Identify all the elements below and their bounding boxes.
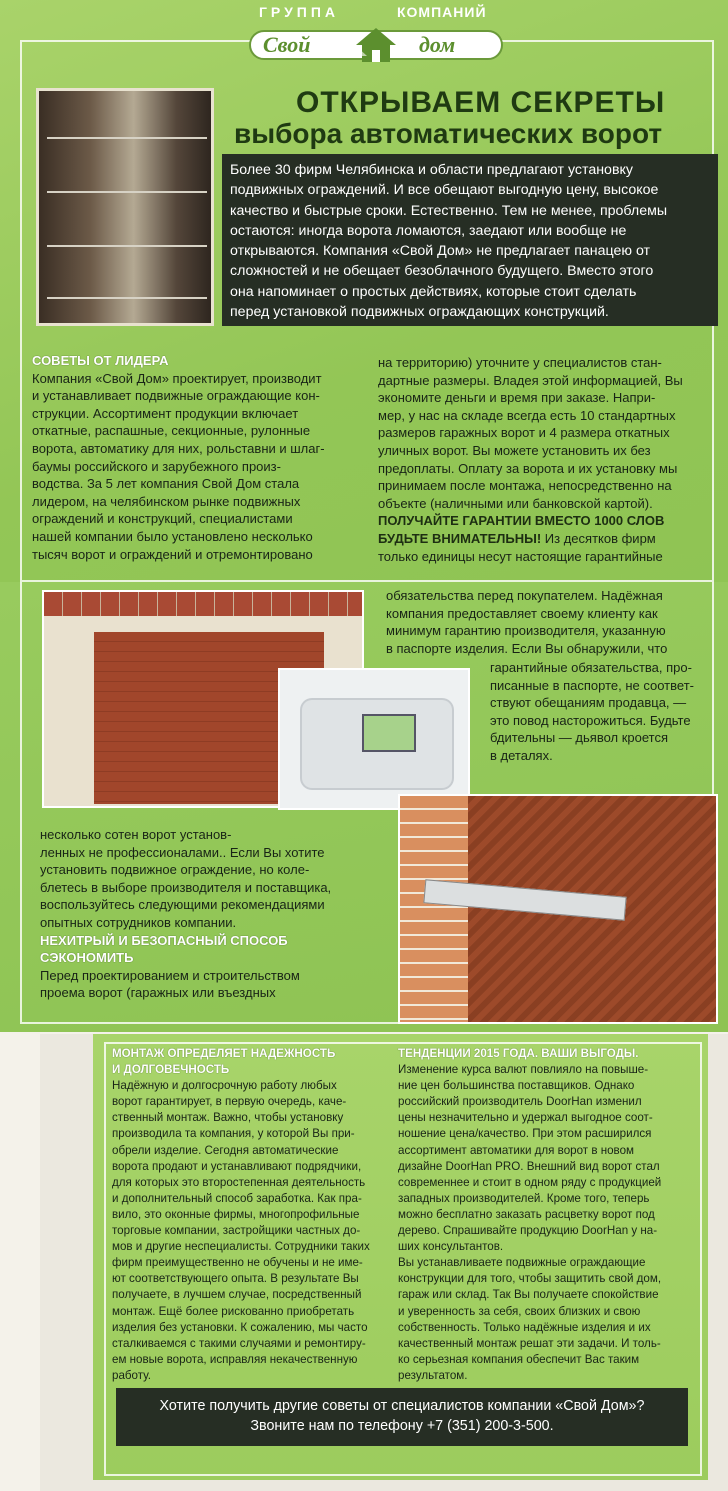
intro-line: она напоминает о простых действиях, которые стоит сделать [230,283,637,300]
house-icon [353,26,399,64]
text-line: ношение цена/качество. При этом расширился [398,1127,652,1141]
text-line: вило, это оконные фирмы, многопрофильные [112,1207,360,1221]
text-line: только единицы несут настоящие гарантийные [378,548,663,564]
text-line: Надёжную и долгосрочную работу любых [112,1079,337,1093]
companies-word: КОМПАНИЙ [397,4,487,20]
text-line: результатом. [398,1368,468,1382]
text-line: компания предоставляет своему клиенту как [386,605,658,621]
text-line: и устанавливает подвижные ограждающие кон- [32,388,320,404]
trends-heading: ТЕНДЕНЦИИ 2015 ГОДА. ВАШИ ВЫГОДЫ. [398,1047,639,1060]
intro-line: качество и быстрые сроки. Естественно. Тем не менее, проблемы [230,202,668,219]
text-line: для которых это второстепенная деятельность [112,1175,366,1189]
guarantee-heading: ПОЛУЧАЙТЕ ГАРАНТИИ ВМЕСТО 1000 СЛОВ [378,513,665,529]
text-line: водства. За 5 лет компания Свой Дом стала [32,476,300,492]
text-line: ем новые ворота, исправляя некачественную [112,1352,358,1366]
text-line: российский производитель DoorHan изменил [398,1095,642,1109]
intro-line: перед установкой подвижных ограждающих конструкций. [230,304,609,321]
intro-line: подвижных ограждений. И все обещают выгодную цену, высокое [230,182,659,199]
intro-line: остаются: иногда ворота ломаются, заедают или вообще не [230,222,627,239]
saving-heading-line2: СЭКОНОМИТЬ [40,950,134,966]
text-line: ворот гарантирует, в первую очередь, каче- [112,1095,347,1109]
text-line: минимум гарантию производителя, указанную [386,623,666,639]
logo-word-right: дом [419,32,456,57]
text-line: несколько сотен ворот установ- [40,827,232,842]
logo-word-left: Свой [263,32,311,57]
text-line: изделия без установки. К сожалению, мы часто [112,1320,368,1334]
text-line: откатные, распашные, секционные, рулонные [32,423,311,439]
text-line: струкции. Ассортимент продукции включает [32,405,299,421]
text-line: получаете, в лучшем случае, посредственный [112,1288,362,1302]
contact-call-to-action [116,1388,688,1446]
installation-heading-line1: МОНТАЖ ОПРЕДЕЛЯЕТ НАДЕЖНОСТЬ [112,1047,336,1060]
text-line: ленных не профессионалами.. Если Вы хотите [40,844,325,860]
text-line: монтаж. Ещё более рискованно приобретать [112,1304,355,1318]
text-line: принимаем после монтажа, непосредственно на [378,478,672,494]
text-line: собственность. Только надёжные изделия и их [398,1320,651,1334]
text-line: предоплаты. Оплату за ворота и их установку мы [378,460,678,476]
be-attentive-heading: БУДЬТЕ ВНИМАТЕЛЬНЫ! [378,530,542,546]
showroom-photo [36,88,214,326]
saving-column [40,826,390,1002]
text-line: обрели изделие. Сегодня автоматические [112,1143,339,1157]
text-line: производила та компания, у которой Вы при- [112,1127,355,1141]
trends-column [398,1046,696,1384]
text-line: ворота продают и устанавливают подрядчики, [112,1159,362,1173]
text-line: мов и другие неспециалисты. Сотрудники таких [112,1240,370,1254]
company-logo [249,26,503,64]
text-line: ют соответствующего опыта. В результате Вы [112,1272,359,1286]
text-line: ние цен большинства поставщиков. Однако [398,1079,635,1093]
shelf-line [47,297,207,299]
photo-brick-pillar [400,796,468,1022]
intro-box [222,154,718,326]
text-line: гараж или склад. Так Вы получаете спокойствие [398,1288,659,1302]
gate-operator-photo [398,794,718,1024]
text-line: можно бесплатно заказать расцветку ворот под [398,1207,655,1221]
shelf-line [47,191,207,193]
text-line: Вы устанавливаете подвижные ограждающие [398,1256,646,1270]
text-line: проема ворот (гаражных или въездных [40,985,276,1001]
text-line: фирм преимущественно не обучены и не име- [112,1256,363,1270]
leader-advice-column [32,352,362,563]
leader-advice-heading: СОВЕТЫ ОТ ЛИДЕРА [32,353,169,368]
text-line: баумы российского и зарубежного произ- [32,458,281,474]
saving-heading-line1: НЕХИТРЫЙ И БЕЗОПАСНЫЙ СПОСОБ [40,932,288,948]
text-line: нашей компании было установлено несколько [32,528,313,544]
text-line: в паспорте изделия. Если Вы обнаружили, что [386,640,668,656]
text-line: Перед проектированием и строительством [40,967,300,983]
sizes-column [378,354,718,565]
text-line: лидером, на челябинском рынке подвижных [32,493,301,509]
text-line: тысяч ворот и ограждений и отремонтировано [32,546,313,562]
text-line: сталкиваемся с такими случаями и ремонтиру- [112,1336,366,1350]
text-line: дерево. Спрашивайте продукцию DoorHan у на- [398,1224,658,1238]
text-line: писанные в паспорте, не соответ- [490,677,694,693]
installation-heading-line2: И ДОЛГОВЕЧНОСТЬ [112,1063,230,1077]
text-line: ствуют обещаниям продавца, — [490,695,687,711]
text-line: обязательства перед покупателем. Надёжная [386,588,663,603]
shelf-line [47,137,207,139]
cta-line1: Хотите получить другие советы от специалистов компании «Свой Дом»? [159,1398,645,1414]
cta-phone-line: Звоните нам по телефону +7 (351) 200-3-500. [250,1418,554,1434]
text-line: это повод насторожиться. Будьте [490,712,691,728]
text-line: объекте (наличными или банковской картой). [378,495,653,511]
article-title-line2: выбора автоматических ворот [234,118,663,149]
text-line: дартные размеры. Владея этой информацией, Вы [378,372,683,388]
text-line: ственный монтаж. Важно, чтобы установку [112,1111,344,1125]
text-line: дизайне DoorHan PRO. Внешний вид ворот стал [398,1159,660,1173]
text-line: опытных сотрудников компании. [40,914,237,930]
text-line: ограждений и конструкций, специалистами [32,511,293,527]
installation-column [112,1046,382,1384]
text-line: цены незначительно и удержал выгодное соот- [398,1111,653,1125]
article-title-line1: ОТКРЫВАЕМ СЕКРЕТЫ [296,86,666,119]
text-line: ко серьезная компания обеспечит Вас таким [398,1352,640,1366]
text-line: и дополнительный способ заработка. Как пра- [112,1191,362,1205]
intro-line: сложностей и не обещает безоблачного будущего. Вместо этого [230,263,654,280]
intro-line: открываются. Компания «Свой Дом» не предлагает панацею от [230,243,651,260]
text-line: размеров гаражных ворот и 4 размера откатных [378,425,670,441]
text-line: Компания «Свой Дом» проектирует, производит [32,370,322,386]
text-line: торговые компании, застройщики частных до- [112,1224,361,1238]
text-line: и уверенность за себя, своих близких и свою [398,1304,641,1318]
gate-automation-unit-photo [278,668,470,810]
group-of-companies-label [259,4,499,24]
text-line: установить подвижное ограждение, но коле- [40,862,310,878]
text-line: уличных ворот. Вы можете установить их без [378,442,651,458]
text-line: мер, у нас на складе всегда есть 10 стандартных [378,407,676,423]
text-line: ворота, автоматику для них, рольставни и шлаг- [32,440,325,456]
guarantee-column-narrow [490,659,718,765]
text-line: в деталях. [490,747,553,763]
photo-brick [44,592,362,616]
text-line: бдительны — дьявол кроется [490,730,669,746]
text-fragment: Из десятков фирм [541,530,656,546]
text-line: западных производителей. Кроме того, теперь [398,1191,650,1205]
text-line: блетесь в выборе производителя и поставщика, [40,879,332,895]
text-line: воспользуйтесь следующими рекомендациями [40,897,325,913]
text-line: на территорию) уточните у специалистов стан- [378,355,662,370]
text-line: Изменение курса валют повлияло на повыше- [398,1063,649,1077]
text-line: гарантийные обязательства, про- [490,660,692,675]
text-line: работу. [112,1368,152,1382]
text-line: экономите деньги и время при заказе. Напри- [378,390,656,406]
intro-line: Более 30 фирм Челябинска и области предлагают установку [230,162,633,178]
text-line: ших консультантов. [398,1240,504,1254]
photo-control-display [362,714,416,752]
text-line: ассортимент автоматики для ворот в новом [398,1143,635,1157]
guarantee-column [386,587,718,657]
text-line: современнее и стоит в одном ряду с продукцией [398,1175,662,1189]
text-line: качественный монтаж решат эти задачи. И толь- [398,1336,661,1350]
shelf-line [47,245,207,247]
text-line: конструкции для того, чтобы защитить свой дом, [398,1272,662,1286]
group-word: ГРУППА [259,4,340,20]
